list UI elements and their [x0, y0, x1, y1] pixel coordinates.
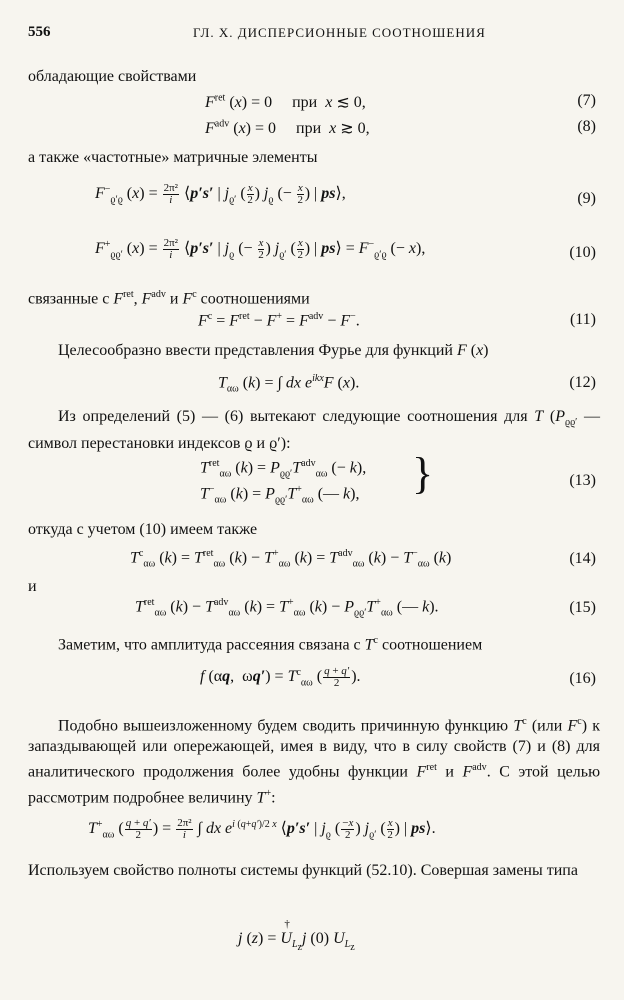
equation-13-number: (13)	[569, 472, 596, 489]
equation-14: $T^c_{\alpha\omega}$ $(k) = T^{ret}_{\alpha\omega}$ $(k) - T^+_{\alpha\omega}$ $(k) = T^{adv}_{\alpha\omega}$ $(k) - T^-_{\alpha\omega}$ (k)	[130, 548, 452, 570]
paragraph-2: а также «частотные» матричные элементы	[28, 149, 318, 166]
paragraph-6: откуда с учетом (10) имеем также	[28, 521, 258, 538]
page-number: 556	[28, 24, 51, 40]
paragraph-1: обладающие свойствами	[28, 68, 197, 85]
brace: }	[412, 449, 434, 498]
equation-14-number: (14)	[569, 550, 596, 567]
equation-16: f (αq, $\omega q') = T^c_{\alpha\omega}$ ( $\frac{q + q'}{2}$ ).	[200, 665, 361, 689]
equation-8: $F^{adv}$ (x) = 0 при x ≳ 0,	[205, 118, 370, 137]
equation-7-number: (7)	[577, 92, 596, 109]
equation-10-number: (10)	[569, 244, 596, 261]
equation-11-number: (11)	[569, 311, 596, 328]
chapter-title: ГЛ. X. ДИСПЕРСИОННЫЕ СООТНОШЕНИЯ	[193, 25, 486, 40]
equation-9-number: (9)	[577, 190, 596, 207]
paragraph-9: Используем свойство полноты системы функций (52.10). Совершая замены типа	[28, 862, 578, 879]
equation-j: j (z) = U † $_{L_z}$j (0) $U_{L_z}$	[238, 918, 355, 954]
equation-10: $F^+_{ϱϱ'}$ (x) = $\frac{\text{2π²}}{i}$ ⟨p′s′ | $j_ϱ$ (− $\frac{x}{2}$ ) $j_{ϱ'}$ ( $\frac{x}{2}$ ) | ps⟩ = $F^-_{ϱ'ϱ}$ (− x),	[95, 237, 426, 261]
paragraph-8: Подобно вышеизложенному будем сводить причинную функцию $T^c$ (или $F^c$) к запаздывающей или опережающей, имея в виду, что в силу свойств (7) и (8) для аналитического продолжения более удобны функции $F^{ret}$ и $F^{adv}$. С этой целью рассмотрим подробнее величину T+:	[28, 716, 601, 806]
conjunction: и	[28, 578, 37, 595]
equation-12: $T_{\alpha\omega}$ (k) = ∫ dx $e^{ikx}F$ (x).	[218, 373, 360, 395]
equation-12-number: (12)	[569, 374, 596, 391]
equation-7: $F^{ret}$ (x) = 0 при x ≲ 0,	[205, 92, 366, 111]
paragraph-7: Заметим, что амплитуда рассеяния связана с $T^c$ соотношением	[58, 635, 483, 654]
equation-13b: $T^-_{\alpha\omega}$ $(k) = P_{ϱϱ'}T^+_{\alpha\omega}$ (— k),	[200, 484, 360, 506]
running-header	[28, 24, 600, 46]
equation-15-number: (15)	[569, 599, 596, 616]
equation-8-number: (8)	[577, 118, 596, 135]
paragraph-3: связанные с $F^{ret}$, $F^{adv}$ и $F^c$ соотношениями	[28, 289, 310, 308]
paragraph-4: Целесообразно ввести представления Фурье для функций F (x)	[58, 342, 489, 359]
equation-9: $F^-_{ϱ'ϱ}$ (x) = $\frac{\text{2π²}}{i}$ ⟨p′s′ | $j_{ϱ'}$ ( $\frac{x}{2}$ ) $j_ϱ$ (− $\frac{x}{2}$ ) | ps⟩,	[95, 182, 346, 206]
equation-13a: $T^{ret}_{\alpha\omega}$ $(k) = P_{ϱϱ'}T^{adv}_{\alpha\omega}$ (− k),	[200, 458, 367, 480]
equation-t-plus: $T^+_{\alpha\omega}$ ( $\frac{q + q'}{2}$ ) = $\frac{\text{2π²}}{i}$ ∫ dx $e^{i (q+q')/2 x}$ ⟨p′s′ | $j_ϱ$ ( $\frac{-x}{2}$ ) $j_{ϱ'}$ ( $\frac{x}{2}$ ) | ps⟩.	[88, 817, 436, 841]
equation-11: $F^c = F^{ret} - F^+ = F^{adv} - F^-$.	[198, 311, 360, 330]
equation-15: $T^{ret}_{\alpha\omega}$ $(k) - T^{adv}_{\alpha\omega}$ $(k) = T^+_{\alpha\omega}$ $(k) - P_{ϱϱ'}T^+_{\alpha\omega}$ (— k).	[135, 597, 439, 619]
paragraph-5: Из определений (5) — (6) вытекают следующие соотношения для T ($P_{ϱϱ'}$ — символ перестановки индексов ϱ и ϱ′):	[28, 408, 601, 453]
equation-16-number: (16)	[569, 670, 596, 687]
